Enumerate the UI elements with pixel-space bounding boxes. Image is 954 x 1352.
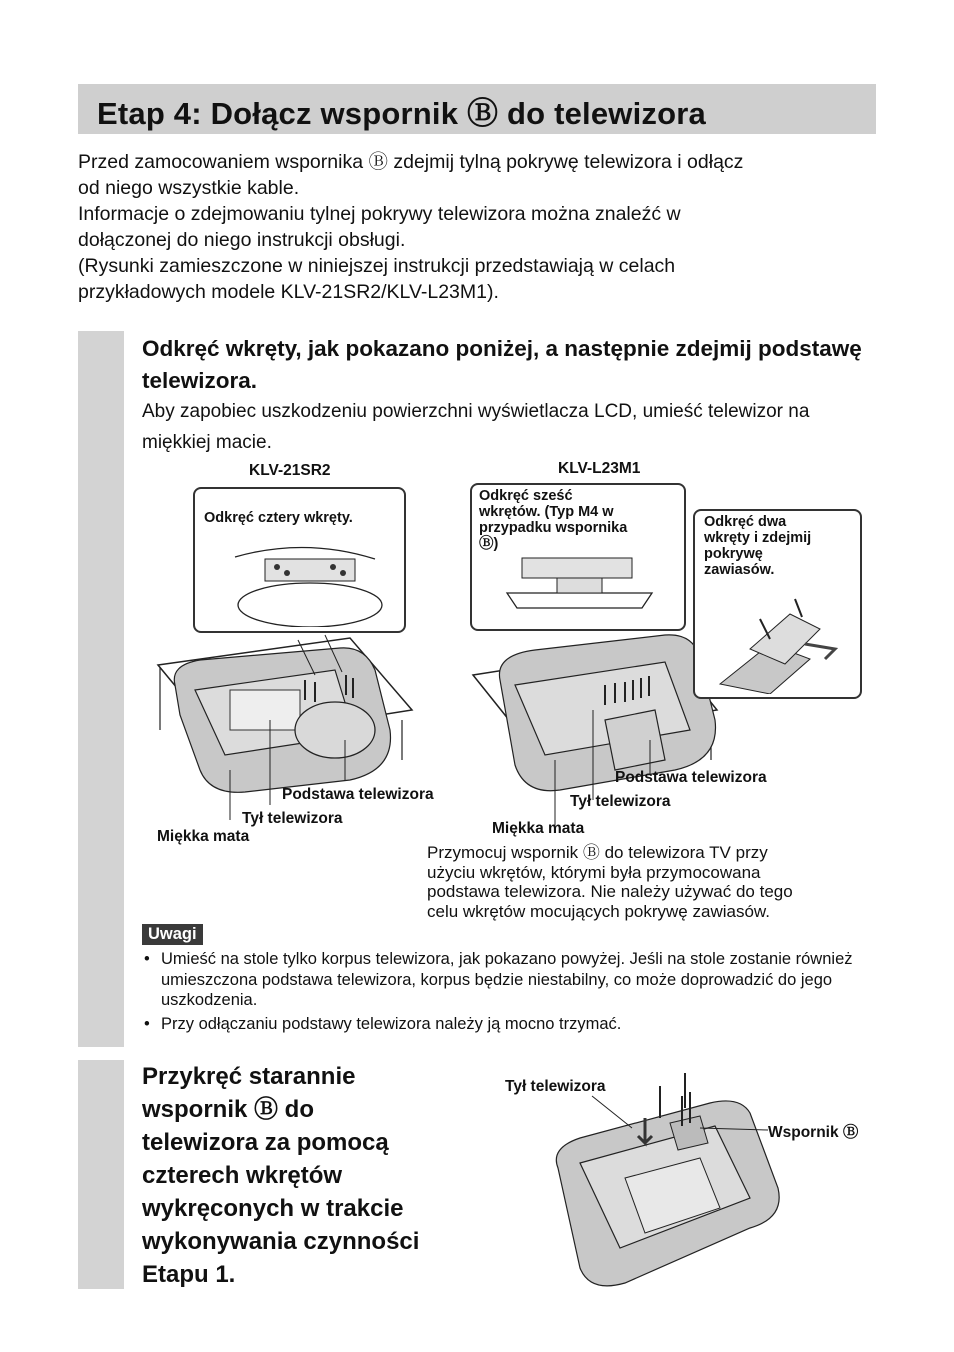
label-step2-back: Tył telewizora	[505, 1078, 606, 1095]
label-right-stand: Podstawa telewizora	[615, 769, 767, 786]
stand-closeup-left-icon	[225, 537, 385, 627]
label-left-back: Tył telewizora	[242, 810, 343, 827]
model-label-left: KLV-21SR2	[249, 462, 331, 479]
step-1-marker	[78, 331, 124, 1047]
list-item: • Umieść na stole tylko korpus telewizora, jak pokazano powyżej. Jeśli na stole zostanie również umieszczona podstawa telewizora, korpus będzie niestabilny, co może doprowadzić do jego uszkodzenia.	[142, 949, 882, 1011]
step-2-marker	[78, 1060, 124, 1289]
step-1-heading: Odkręć wkręty, jak pokazano poniżej, a następnie zdejmij podstawę telewizora.	[142, 336, 862, 393]
step-1-subtext: Aby zapobiec uszkodzeniu powierzchni wyświetlacza LCD, umieść telewizor na miękkiej macie.	[142, 401, 810, 453]
step-2-heading: Przykręć starannie wspornik Ⓑ do telewizora za pomocą czterech wkrętów wykręconych w trakcie wykonywania czynności Etapu 1.	[142, 1063, 420, 1288]
label-left-mat: Miękka mata	[157, 828, 250, 845]
page-title: Etap 4: Dołącz wspornik Ⓑ do telewizora	[97, 96, 706, 131]
mounting-note: Przymocuj wspornik Ⓑ do telewizora TV przy użyciu wkrętów, którymi była przymocowana podstawa telewizora. Nie należy używać do tego celu wkrętów mocujących pokrywę zawiasów.	[427, 843, 793, 921]
hinge-cover-icon	[710, 589, 850, 694]
tv-bracket-illustration	[550, 1068, 785, 1293]
intro-line: od niego wszystkie kable.	[78, 177, 300, 199]
intro-paragraph	[78, 149, 878, 305]
intro-line: przykładowych modele KLV-21SR2/KLV-L23M1).	[78, 281, 499, 303]
callout-mid	[470, 483, 686, 631]
label-right-mat: Miękka mata	[492, 820, 585, 837]
callout-left	[193, 487, 406, 633]
label-left-stand: Podstawa telewizora	[282, 786, 434, 803]
list-item: • Przy odłączaniu podstawy telewizora należy ją mocno trzymać.	[142, 1014, 882, 1035]
intro-line: Informacje o zdejmowaniu tylnej pokrywy telewizora można znaleźć w	[78, 203, 681, 225]
intro-line: (Rysunki zamieszczone w niniejszej instrukcji przedstawiają w celach	[78, 255, 676, 277]
model-label-right: KLV-L23M1	[558, 460, 641, 477]
stand-closeup-right-icon	[492, 553, 667, 623]
label-step2-bracket: Wspornik Ⓑ	[768, 1124, 859, 1141]
notes-badge: Uwagi	[142, 924, 203, 945]
intro-line: dołączonej do niego instrukcji obsługi.	[78, 229, 406, 251]
callout-mid-text: Odkręć sześć wkrętów. (Typ M4 w przypadku wspornika Ⓑ)	[479, 488, 628, 552]
callout-right	[693, 509, 862, 699]
intro-line: Przed zamocowaniem wspornika Ⓑ zdejmij tylną pokrywę telewizora i odłącz	[78, 151, 744, 173]
notes-list	[142, 949, 882, 1037]
label-right-back: Tył telewizora	[570, 793, 671, 810]
callout-left-text: Odkręć cztery wkręty.	[204, 510, 353, 526]
callout-right-text: Odkręć dwa wkręty i zdejmij pokrywę zawiasów.	[704, 514, 812, 578]
